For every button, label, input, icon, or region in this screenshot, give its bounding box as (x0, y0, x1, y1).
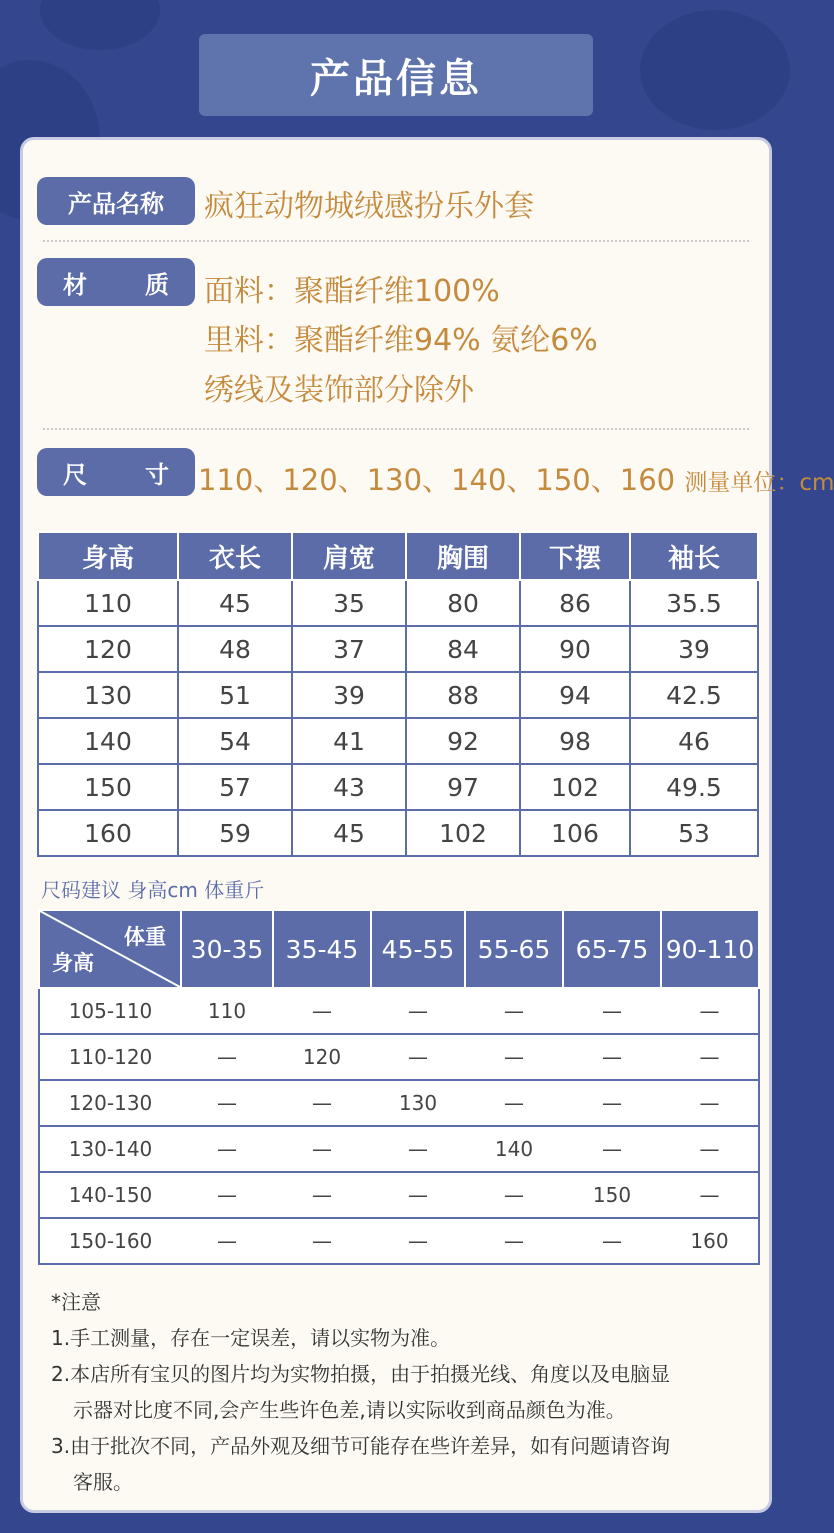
table-cell: — (181, 1034, 273, 1080)
header-sleeve: 袖长 (630, 532, 758, 580)
notes-title: *注意 (51, 1290, 101, 1314)
size-label-char-2: 寸 (145, 460, 169, 489)
table-cell: — (181, 1080, 273, 1126)
table-cell: — (465, 1034, 563, 1080)
table-cell: — (371, 988, 465, 1034)
table-cell: — (563, 1126, 661, 1172)
material-label-char-2: 质 (145, 270, 169, 299)
weight-header: 35-45 (273, 910, 371, 988)
table-cell: 86 (520, 580, 630, 626)
table-cell: 140 (38, 718, 178, 764)
table-cell: 39 (292, 672, 406, 718)
weight-header: 90-110 (661, 910, 759, 988)
table-cell: — (273, 1080, 371, 1126)
table-cell: 140-150 (39, 1172, 181, 1218)
table-cell: — (661, 988, 759, 1034)
table-row (38, 672, 758, 718)
table-cell: 102 (406, 810, 520, 856)
table-cell: 49.5 (630, 764, 758, 810)
table-cell: 94 (520, 672, 630, 718)
table-cell: — (273, 988, 371, 1034)
table-cell: 160 (661, 1218, 759, 1264)
table-cell: 105-110 (39, 988, 181, 1034)
table-row (38, 718, 758, 764)
table-cell: 51 (178, 672, 292, 718)
table-cell: 120-130 (39, 1080, 181, 1126)
table-cell: 43 (292, 764, 406, 810)
table-cell: 110 (38, 580, 178, 626)
table-cell: 35 (292, 580, 406, 626)
table-cell: 102 (520, 764, 630, 810)
size-list: 110、120、130、140、150、160 (198, 463, 676, 497)
header-hem: 下摆 (520, 532, 630, 580)
table-row (38, 580, 758, 626)
table-cell: — (371, 1034, 465, 1080)
corner-header (39, 910, 181, 988)
table-cell: — (181, 1218, 273, 1264)
size-label (37, 448, 195, 496)
table-cell: 80 (406, 580, 520, 626)
product-name-label: 产品名称 (37, 177, 195, 225)
corner-height-label: 身高 (52, 951, 94, 975)
table-cell: 37 (292, 626, 406, 672)
rec-table-header-row (39, 910, 759, 988)
table-cell: 45 (292, 810, 406, 856)
table-cell: — (563, 1218, 661, 1264)
table-row (39, 1218, 759, 1264)
divider (43, 428, 749, 430)
notes-section (51, 1284, 761, 1500)
table-cell: — (465, 988, 563, 1034)
background-decoration (640, 10, 790, 130)
note-item-2: 2.本店所有宝贝的图片均为实物拍摄，由于拍摄光线、角度以及电脑显 (51, 1362, 671, 1386)
table-cell: 35.5 (630, 580, 758, 626)
table-cell: — (563, 1034, 661, 1080)
header-shoulder: 肩宽 (292, 532, 406, 580)
size-table-header-row (38, 532, 758, 580)
table-row (39, 1126, 759, 1172)
table-cell: 106 (520, 810, 630, 856)
table-cell: 120 (273, 1034, 371, 1080)
table-cell: 45 (178, 580, 292, 626)
table-cell: 42.5 (630, 672, 758, 718)
table-cell: 120 (38, 626, 178, 672)
weight-header: 45-55 (371, 910, 465, 988)
size-table (37, 531, 759, 857)
table-cell: 150 (563, 1172, 661, 1218)
header-height: 身高 (38, 532, 178, 580)
material-label (37, 258, 195, 306)
size-label-char-1: 尺 (63, 460, 87, 489)
table-row (39, 1080, 759, 1126)
note-item-3: 3.由于批次不同，产品外观及细节可能存在些许差异，如有问题请咨询 (51, 1434, 671, 1458)
table-cell: — (465, 1218, 563, 1264)
table-cell: 48 (178, 626, 292, 672)
table-cell: 160 (38, 810, 178, 856)
table-cell: 54 (178, 718, 292, 764)
table-cell: — (661, 1080, 759, 1126)
table-cell: 110-120 (39, 1034, 181, 1080)
size-recommendation-table (38, 909, 760, 1265)
header-length: 衣长 (178, 532, 292, 580)
table-cell: — (371, 1126, 465, 1172)
table-row (38, 764, 758, 810)
table-cell: 98 (520, 718, 630, 764)
table-cell: 140 (465, 1126, 563, 1172)
material-line-3: 绣线及装饰部分除外 (204, 373, 474, 408)
measure-unit: 测量单位：cm (684, 470, 834, 496)
table-cell: — (181, 1126, 273, 1172)
table-cell: 88 (406, 672, 520, 718)
corner-weight-label: 体重 (124, 925, 166, 949)
table-cell: 39 (630, 626, 758, 672)
material-label-char-1: 材 (63, 270, 87, 299)
table-cell: 59 (178, 810, 292, 856)
material-line-1: 面料：聚酯纤维100% (204, 274, 500, 309)
weight-header: 65-75 (563, 910, 661, 988)
table-cell: 150-160 (39, 1218, 181, 1264)
weight-header: 30-35 (181, 910, 273, 988)
table-row (38, 626, 758, 672)
table-row (39, 1172, 759, 1218)
product-name-value: 疯狂动物城绒感扮乐外套 (204, 189, 534, 224)
table-cell: — (371, 1172, 465, 1218)
divider (43, 240, 749, 242)
table-cell: — (465, 1172, 563, 1218)
table-cell: — (181, 1172, 273, 1218)
page-title: 产品信息 (199, 34, 593, 116)
table-cell: — (661, 1034, 759, 1080)
table-cell: 41 (292, 718, 406, 764)
table-cell: — (563, 1080, 661, 1126)
table-cell: 84 (406, 626, 520, 672)
table-cell: — (273, 1172, 371, 1218)
table-cell: 110 (181, 988, 273, 1034)
table-cell: 90 (520, 626, 630, 672)
product-info-card (20, 137, 834, 1513)
table-cell: — (661, 1172, 759, 1218)
table-cell: 53 (630, 810, 758, 856)
table-cell: 46 (630, 718, 758, 764)
header-chest: 胸围 (406, 532, 520, 580)
table-cell: — (371, 1218, 465, 1264)
note-item-1: 1.手工测量，存在一定误差，请以实物为准。 (51, 1326, 451, 1350)
table-cell: — (661, 1126, 759, 1172)
table-cell: 130-140 (39, 1126, 181, 1172)
table-row (38, 810, 758, 856)
material-line-2: 里料：聚酯纤维94% 氨纶6% (204, 323, 598, 358)
table-cell: 150 (38, 764, 178, 810)
size-recommendation-title: 尺码建议 身高cm 体重斤 (41, 878, 265, 902)
background-decoration (40, 0, 160, 50)
table-cell: 92 (406, 718, 520, 764)
table-cell: — (273, 1218, 371, 1264)
table-cell: — (273, 1126, 371, 1172)
table-cell: — (465, 1080, 563, 1126)
table-row (39, 988, 759, 1034)
table-cell: 130 (371, 1080, 465, 1126)
note-item-3-cont: 客服。 (73, 1470, 133, 1494)
table-cell: — (563, 988, 661, 1034)
note-item-2-cont: 示器对比度不同,会产生些许色差,请以实际收到商品颜色为准。 (73, 1398, 626, 1422)
size-values (198, 458, 834, 499)
weight-header: 55-65 (465, 910, 563, 988)
table-cell: 97 (406, 764, 520, 810)
table-cell: 57 (178, 764, 292, 810)
table-row (39, 1034, 759, 1080)
table-cell: 130 (38, 672, 178, 718)
